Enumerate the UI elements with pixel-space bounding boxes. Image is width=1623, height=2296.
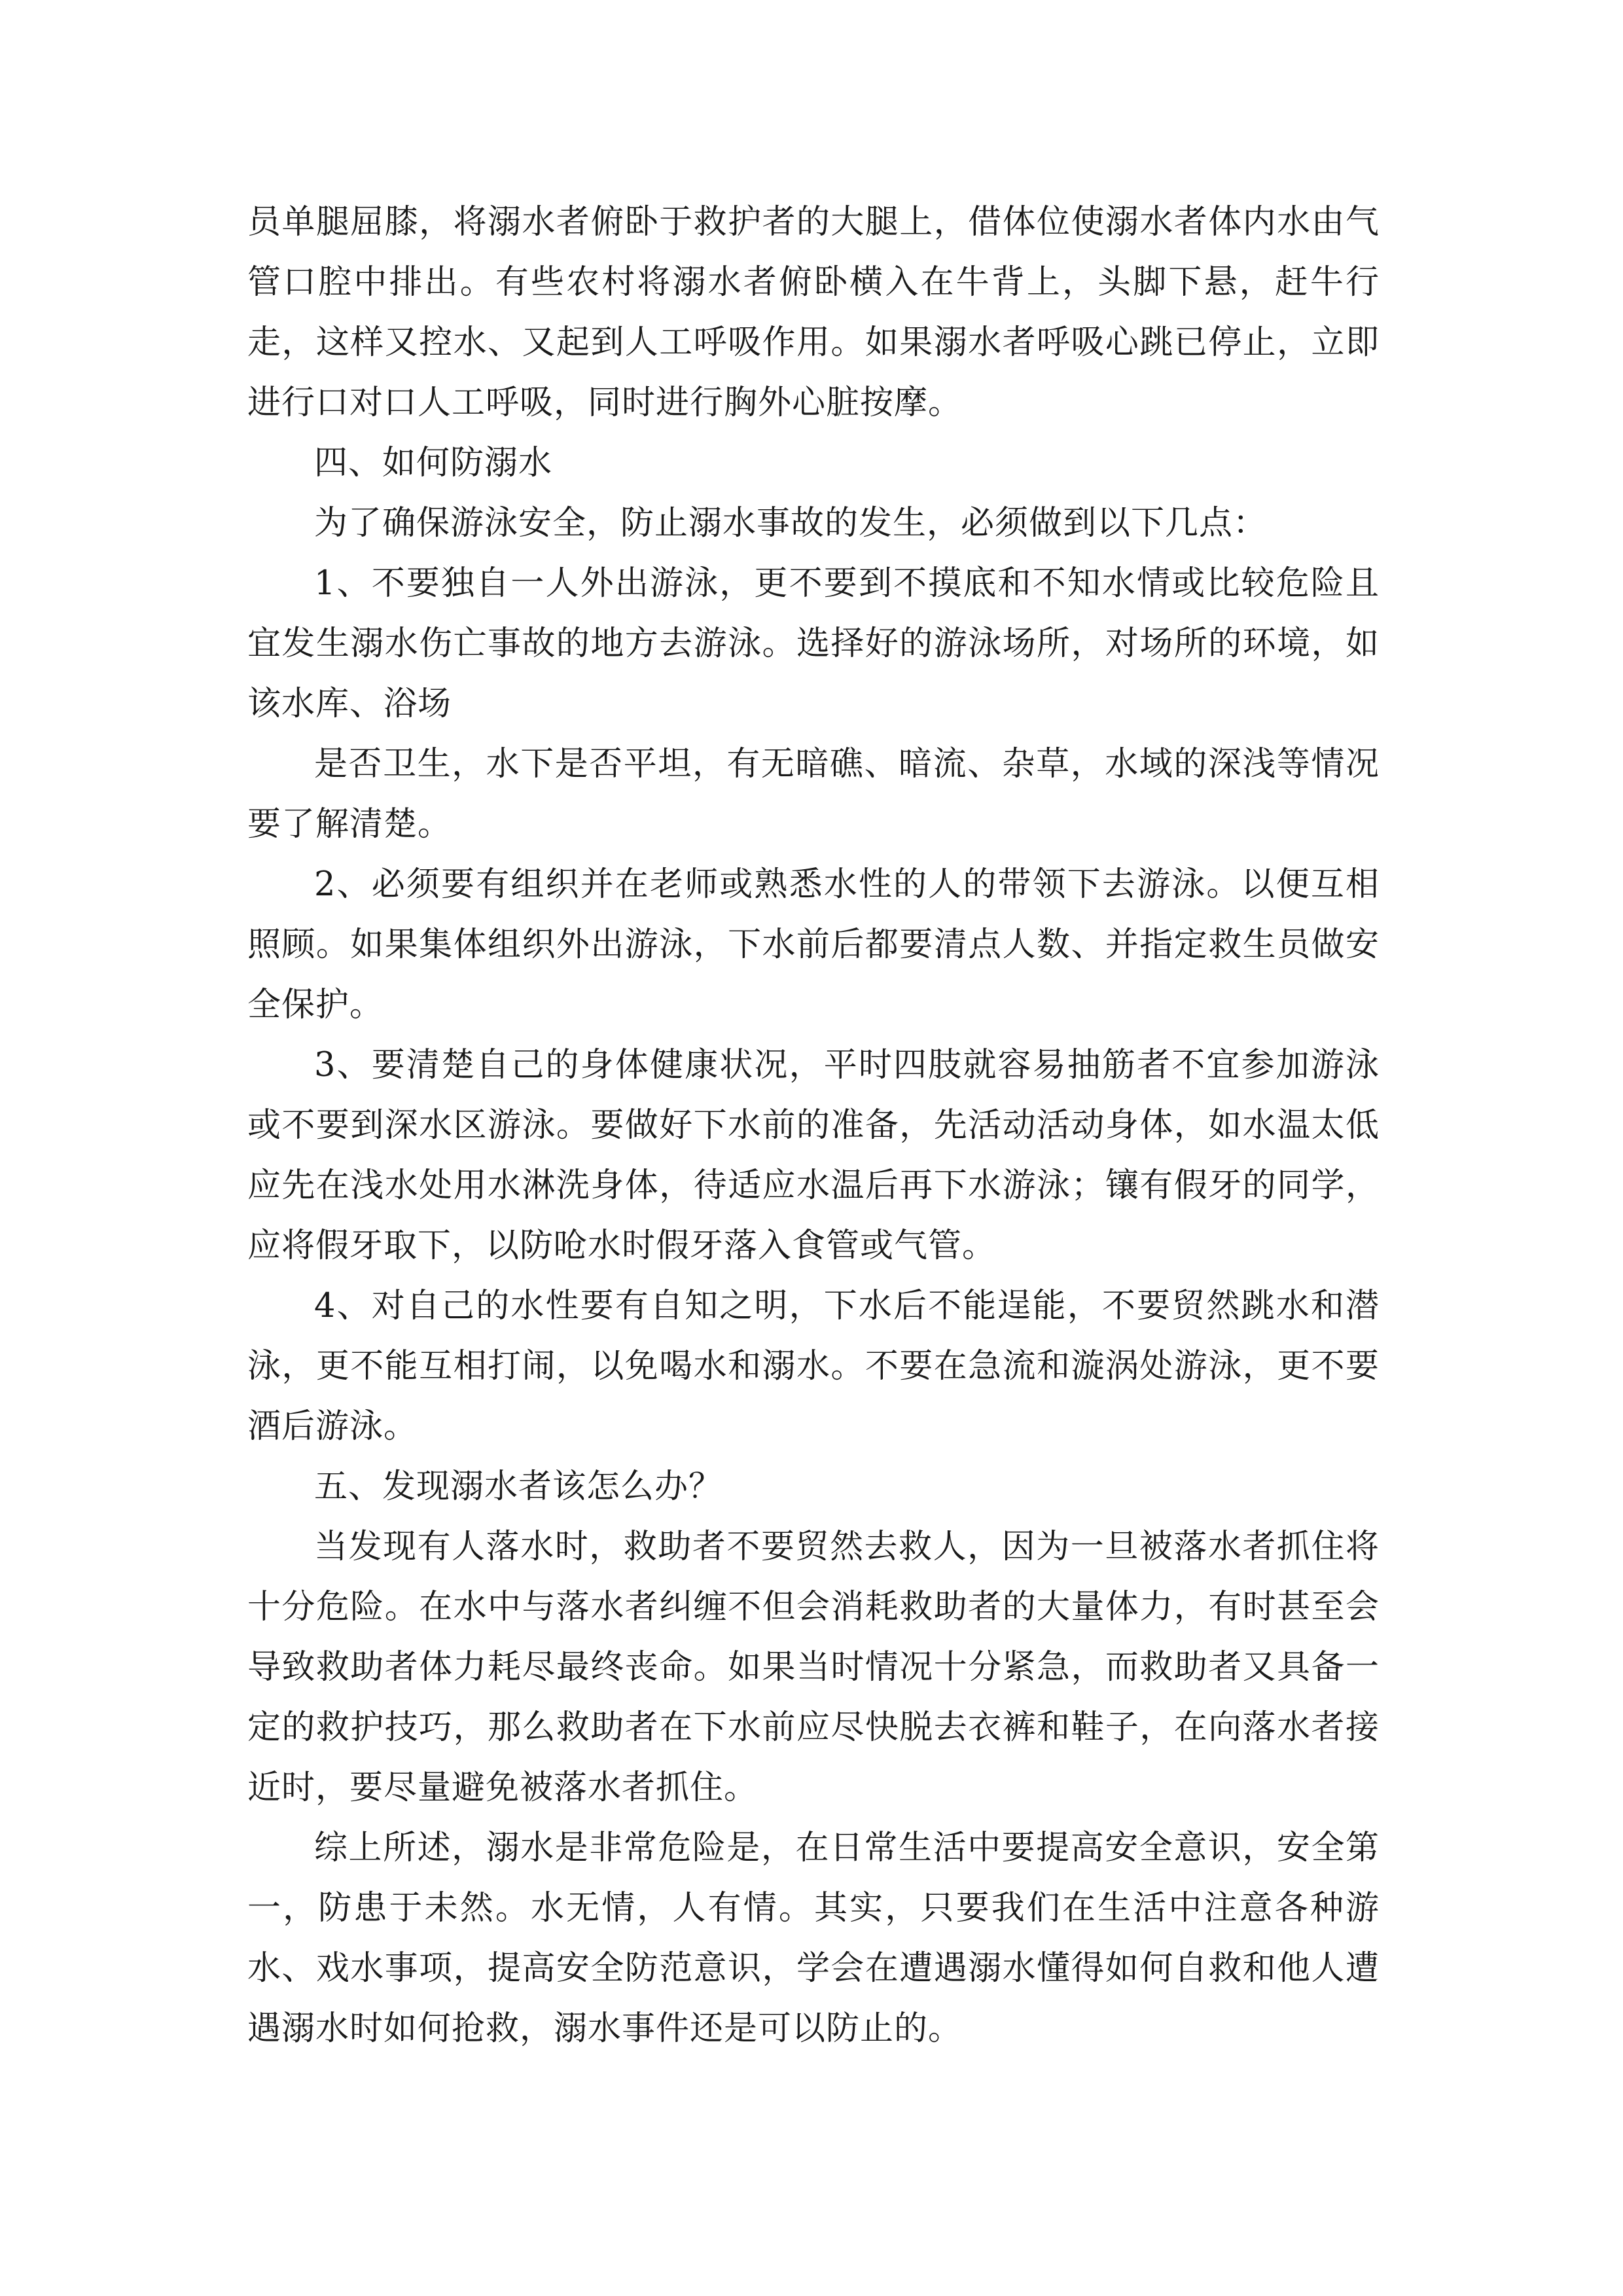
paragraph-point-1-continued: 是否卫生，水下是否平坦，有无暗礁、暗流、杂草，水域的深浅等情况要了解清楚。: [247, 745, 1380, 844]
section-heading-prevention: 四、如何防溺水: [314, 444, 553, 482]
document-body: [247, 192, 1380, 2059]
paragraph-point-1: 1、不要独自一人外出游泳，更不要到不摸底和不知水情或比较危险且宜发生溺水伤亡事故的地方去游泳。选择好的游泳场所，对场所的环境，如该水库、浴场: [247, 564, 1380, 723]
paragraph-conclusion: 综上所述，溺水是非常危险是，在日常生活中要提高安全意识，安全第一，防患于未然。水无情，人有情。其实，只要我们在生活中注意各种游水、戏水事项，提高安全防范意识，学会在遭遇溺水懂得如何自救和他人遭遇溺水时如何抢救，溺水事件还是可以防止的。: [247, 1829, 1380, 2048]
paragraph-rescue-continued: 员单腿屈膝，将溺水者俯卧于救护者的大腿上，借体位使溺水者体内水由气管口腔中排出。有些农村将溺水者俯卧横入在牛背上，头脚下悬，赶牛行走，这样又控水、又起到人工呼吸作用。如果溺水者呼吸心跳已停止，立即进行口对口人工呼吸，同时进行胸外心脏按摩。: [247, 203, 1380, 422]
section-heading-rescue: 五、发现溺水者该怎么办？: [314, 1467, 723, 1506]
paragraph-point-3: 3、要清楚自己的身体健康状况，平时四肢就容易抽筋者不宜参加游泳或不要到深水区游泳。要做好下水前的准备，先活动活动身体，如水温太低应先在浅水处用水淋洗身体，待适应水温后再下水游泳；镶有假牙的同学，应将假牙取下，以防呛水时假牙落入食管或气管。: [247, 1046, 1380, 1265]
paragraph-rescue-advice: 当发现有人落水时，救助者不要贸然去救人，因为一旦被落水者抓住将十分危险。在水中与落水者纠缠不但会消耗救助者的大量体力，有时甚至会导致救助者体力耗尽最终丧命。如果当时情况十分紧急，而救助者又具备一定的救护技巧，那么救助者在下水前应尽快脱去衣裤和鞋子，在向落水者接近时，要尽量避免被落水者抓住。: [247, 1528, 1380, 1807]
paragraph-point-2: 2、必须要有组织并在老师或熟悉水性的人的带领下去游泳。以便互相照顾。如果集体组织外出游泳，下水前后都要清点人数、并指定救生员做安全保护。: [247, 865, 1380, 1024]
paragraph-prevention-intro: 为了确保游泳安全，防止溺水事故的发生，必须做到以下几点：: [314, 504, 1268, 543]
paragraph-point-4: 4、对自己的水性要有自知之明，下水后不能逞能，不要贸然跳水和潜泳，更不能互相打闹，以免喝水和溺水。不要在急流和漩涡处游泳，更不要酒后游泳。: [247, 1287, 1380, 1446]
